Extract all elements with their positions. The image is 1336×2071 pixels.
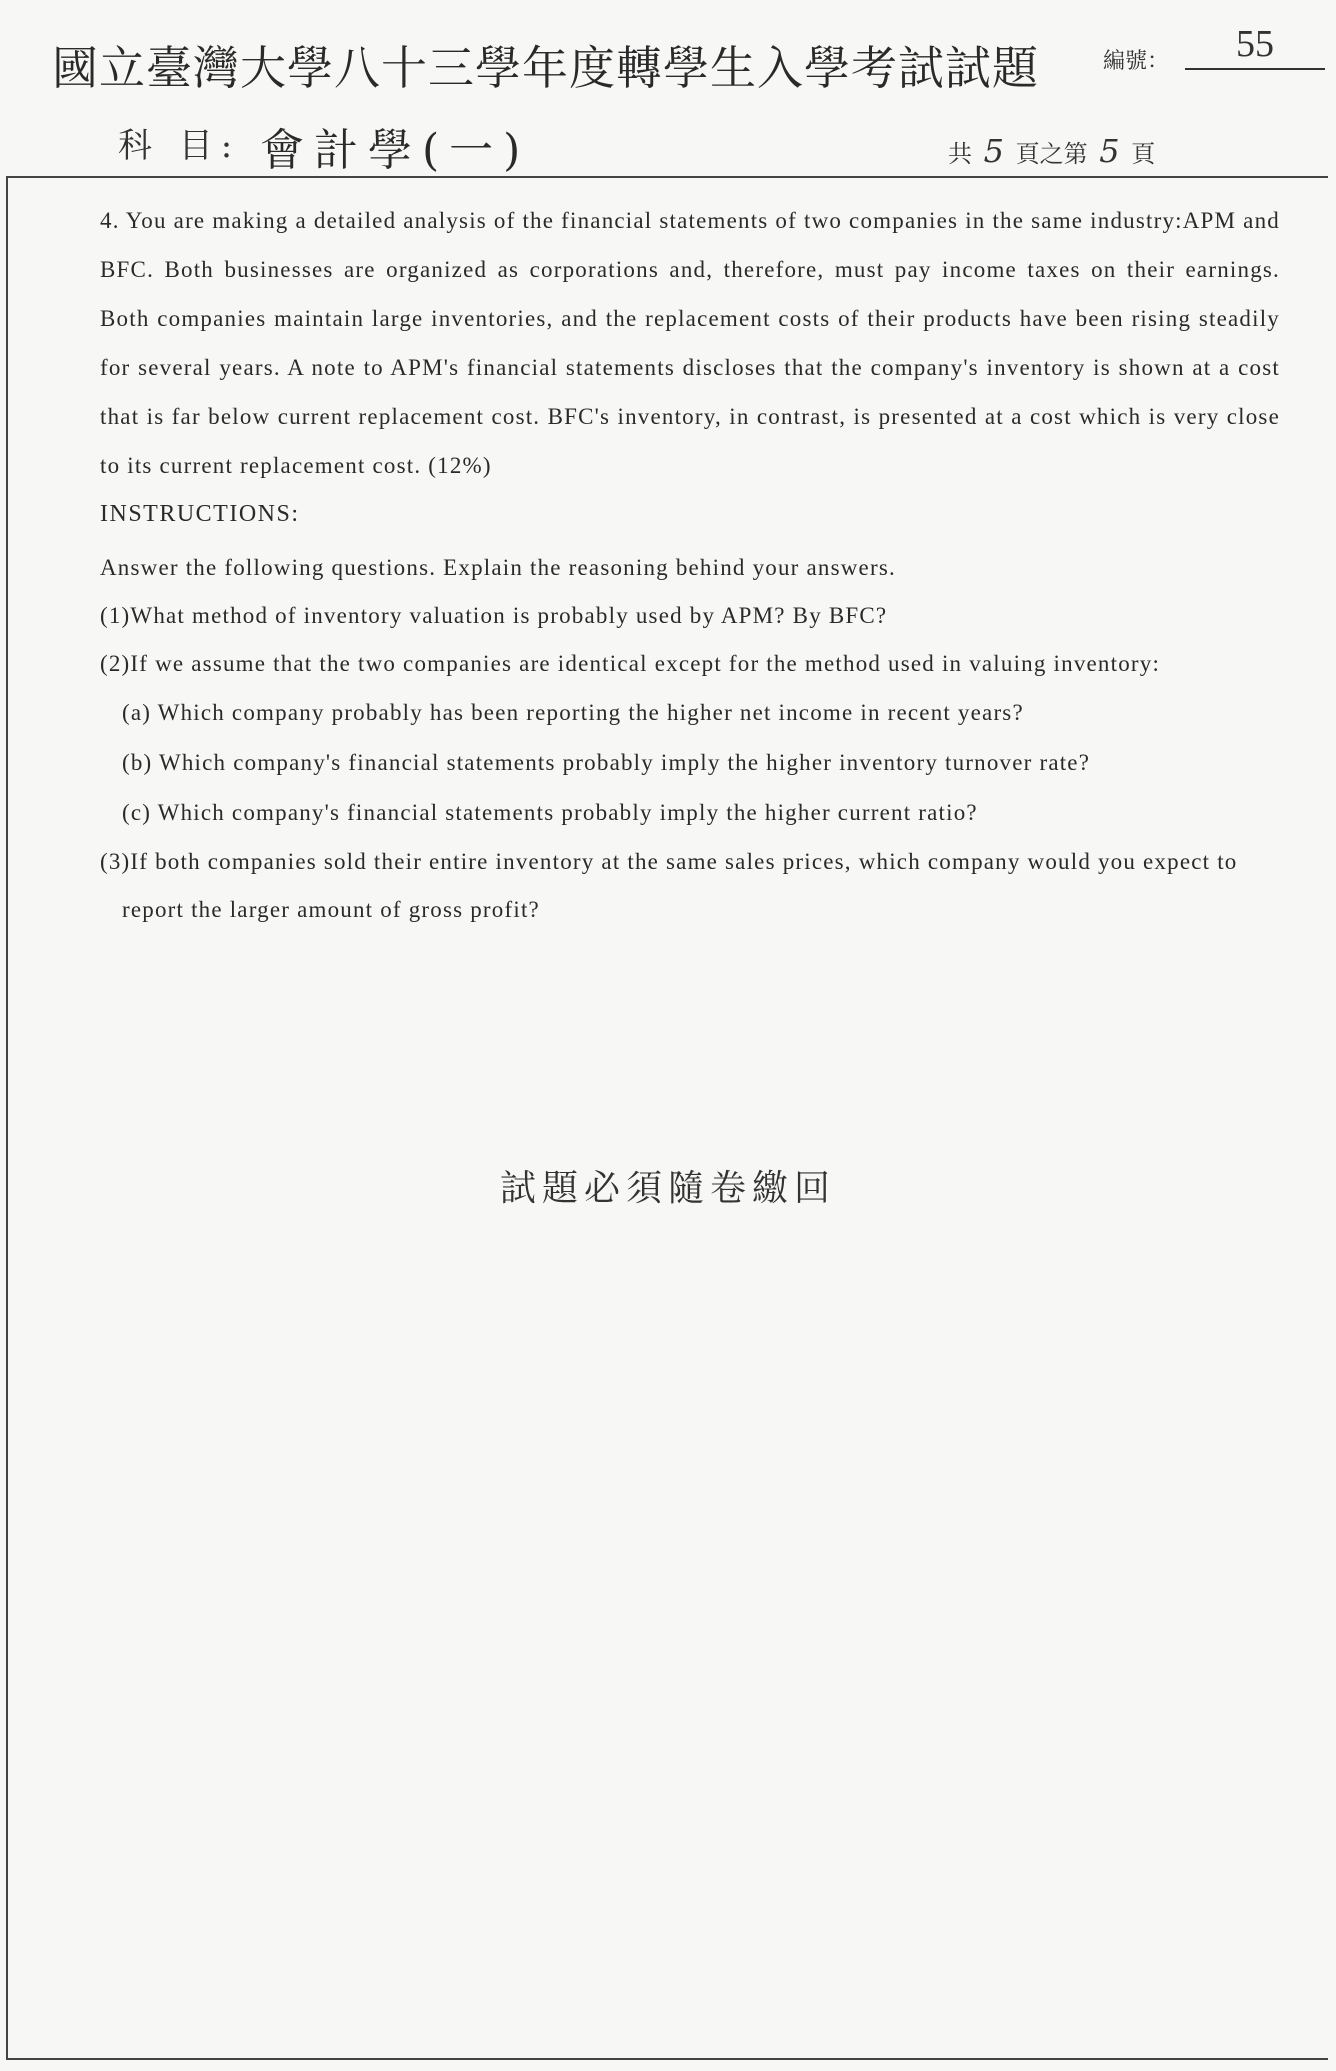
subject-label: 科 目: [118, 126, 241, 166]
page-info [948, 132, 1155, 170]
serial-number: 55 [1185, 22, 1325, 70]
instructions-heading: INSTRUCTIONS: [100, 501, 300, 527]
question-2c: (c) Which company's financial statements probably imply the higher current ratio? [122, 800, 978, 825]
page-suffix: 頁 [1131, 140, 1156, 168]
instructions-text: Answer the following questions. Explain the reasoning behind your answers. [100, 555, 896, 580]
page-middle: 頁之第 [1015, 140, 1088, 168]
serial-label: 編號： [1103, 49, 1170, 74]
page-current: 5 [1099, 132, 1120, 170]
page-total: 5 [983, 132, 1004, 170]
question-2b: (b) Which company's financial statements probably imply the higher inventory turnover rate? [122, 750, 1091, 775]
page-prefix: 共 [948, 140, 972, 168]
exam-title: 國立臺灣大學八十三學年度轉學生入學考試試題 [52, 41, 1039, 95]
question-body [100, 196, 1280, 934]
question-1: (1)What method of inventory valuation is probably used by APM? By BFC? [100, 603, 888, 628]
return-notice: 試題必須隨卷繳回 [499, 1168, 836, 1209]
question-intro: 4. You are making a detailed analysis of the financial statements of two companies in the same industry:APM and BFC. Both businesses are organized as corporations and, therefore, must pay income taxes on their earnings. Both companies maintain large inventories, and the replacement costs of their products have been rising steadily for several years. A note to APM's financial statements discloses that the company's inventory is shown at a cost that is far below current replacement cost. BFC's inventory, in contrast, is presented at a cost which is very close to its current replacement cost. (12%) [100, 208, 1280, 478]
question-2: (2)If we assume that the two companies are identical except for the method used in valuing inventory: [100, 651, 1161, 676]
question-3: (3)If both companies sold their entire inventory at the same sales prices, which company would you expect to report the larger amount of gross profit? [100, 849, 1238, 922]
subject-name: 會計學(一) [260, 125, 531, 176]
question-2a: (a) Which company probably has been reporting the higher net income in recent years? [122, 700, 1024, 725]
